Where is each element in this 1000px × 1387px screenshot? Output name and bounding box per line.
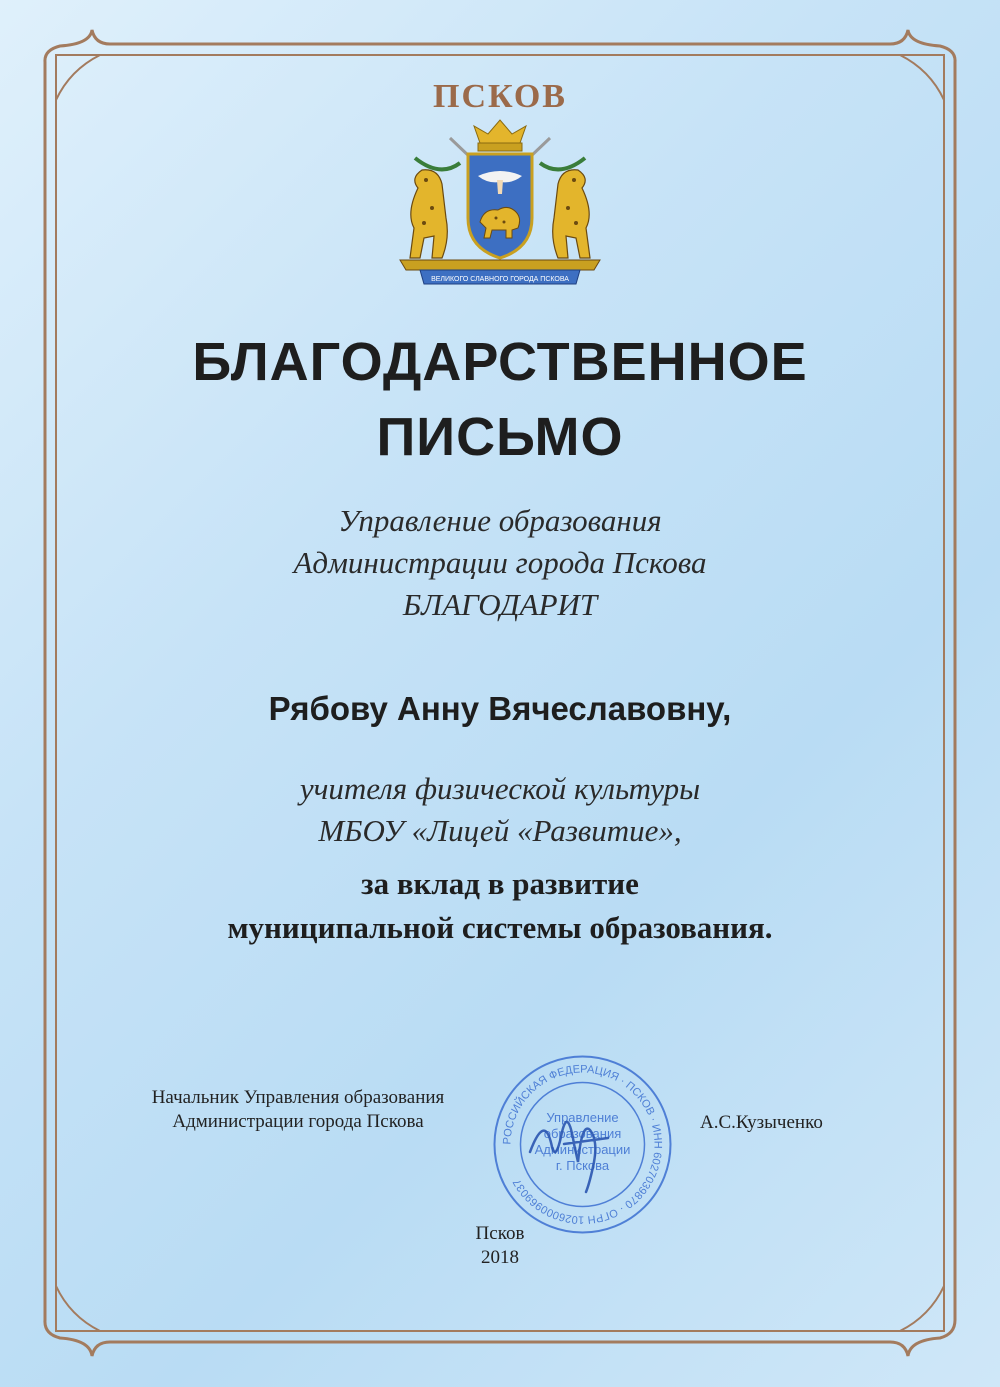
document-title-line2: ПИСЬМО	[376, 407, 624, 467]
svg-text:ВЕЛИКОГО СЛАВНОГО ГОРОДА ПСКОВ: ВЕЛИКОГО СЛАВНОГО ГОРОДА ПСКОВА	[431, 276, 569, 283]
city-name-heading: ПСКОВ	[433, 78, 567, 115]
signatory-title-line2: Администрации города Пскова	[172, 1111, 424, 1132]
recipient-position-line2: МБОУ «Лицей «Развитие»,	[318, 813, 682, 848]
place-and-year	[440, 1222, 560, 1270]
reason-line2: муниципальной системы образования.	[227, 910, 773, 945]
signatory-title-line1: Начальник Управления образования	[151, 1087, 445, 1108]
reason-line1: за вклад в развитие	[361, 866, 639, 901]
year: 2018	[481, 1247, 519, 1268]
svg-text:г. Пскова: г. Пскова	[555, 1158, 610, 1173]
document-title-line1: БЛАГОДАРСТВЕННОЕ	[192, 332, 808, 392]
issuer-line3: БЛАГОДАРИТ	[402, 587, 598, 622]
reason-block	[0, 862, 1000, 950]
svg-text:образования: образования	[543, 1126, 622, 1141]
recipient-position-line1: учителя физической культуры	[299, 771, 701, 806]
signatory-title	[98, 1086, 498, 1134]
svg-text:Управление: Управление	[546, 1110, 619, 1125]
svg-text:Администрации: Администрации	[534, 1142, 631, 1157]
recipient-position-block	[0, 768, 1000, 852]
svg-text:РОССИЙСКАЯ ФЕДЕРАЦИЯ · ПСКОВ ·: РОССИЙСКАЯ ФЕДЕРАЦИЯ · ПСКОВ · ИНН 6027039870 · ОГРН 1026000969037	[501, 1063, 664, 1226]
issuer-line2: Администрации города Пскова	[293, 545, 707, 580]
recipient-name: Рябову Анну Вячеславовну,	[268, 690, 732, 727]
crown-icon	[474, 120, 526, 151]
official-stamp-seal	[490, 1052, 675, 1237]
signer-name: А.С.Кузыченко	[700, 1112, 823, 1133]
issuer-block	[0, 500, 1000, 626]
place: Псков	[475, 1223, 525, 1244]
pskov-coat-of-arms-emblem	[380, 118, 620, 293]
issuer-line1: Управление образования	[338, 503, 662, 538]
